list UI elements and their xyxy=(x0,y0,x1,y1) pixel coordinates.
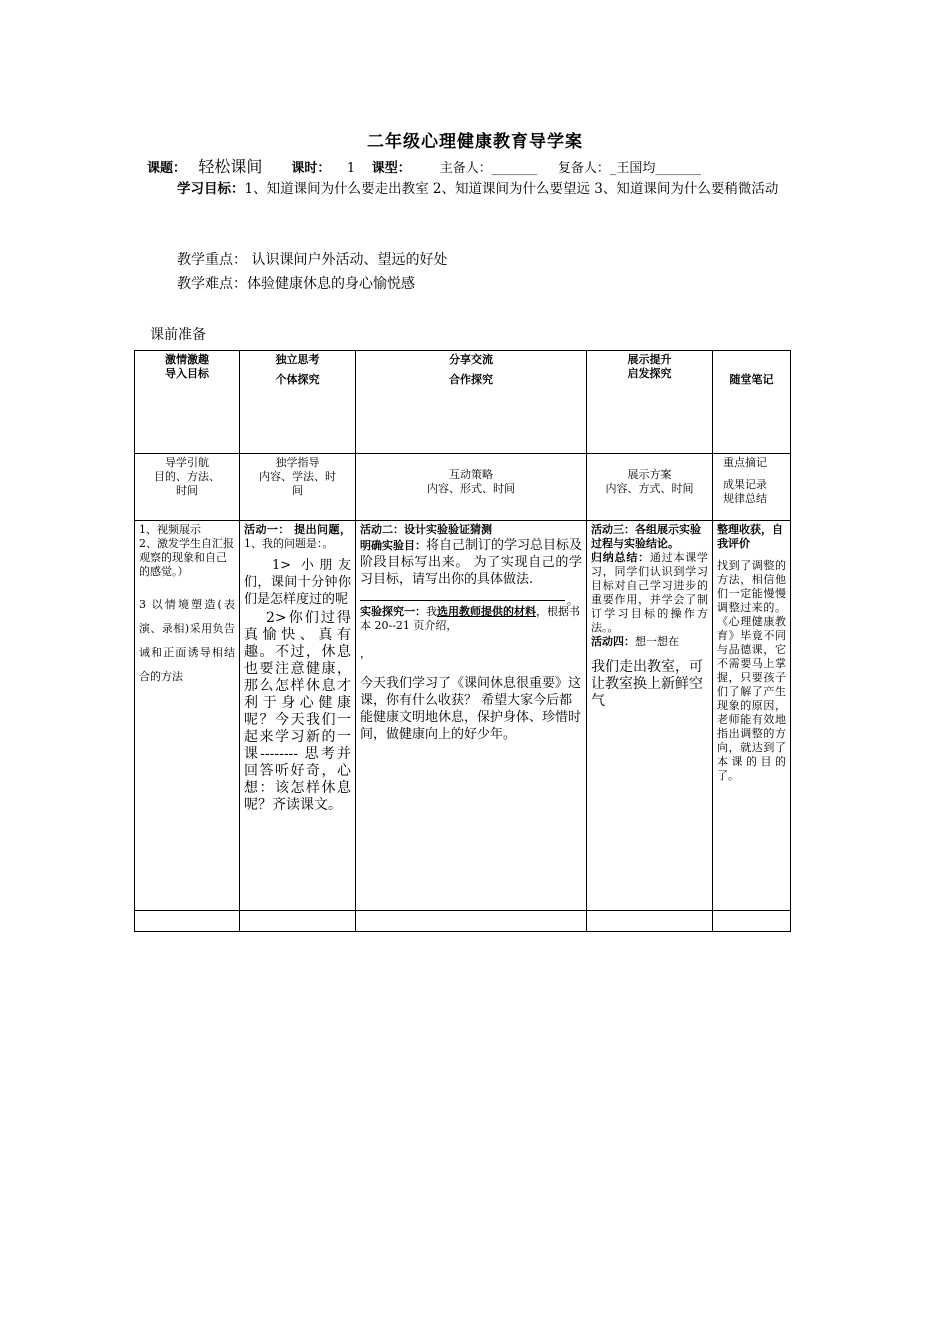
subheader-cell: 导学引航 目的、方法、 时间 xyxy=(135,454,240,521)
subheader-cell: 重点摘记 成果记录 规律总结 xyxy=(713,454,791,521)
hours-value: 1 xyxy=(346,161,356,176)
topic-label: 课题： xyxy=(147,161,187,176)
subheader-row xyxy=(135,454,791,521)
learning-goals xyxy=(147,177,817,201)
subheader-cell: 独学指导 内容、学法、时 间 xyxy=(240,454,356,521)
content-cell-intro: 1、视频展示 2、激发学生自汇报观察的现象和自己的感觉。） 3 以情境塑造(表演、录相)采用负告诫和正面诱导相结合的方法 xyxy=(135,521,240,911)
key-point: 教学重点： 认识课间户外活动、望远的好处 xyxy=(177,252,448,268)
content-row xyxy=(135,521,791,911)
difficulty-point: 教学难点：体验健康休息的身心愉悦感 xyxy=(177,276,415,292)
header-cell: 激情激趣 导入目标 xyxy=(135,351,240,454)
lesson-meta xyxy=(147,154,701,177)
answer-line xyxy=(360,594,565,601)
page-title: 二年级心理健康教育导学案 xyxy=(367,132,583,152)
header-cell: 独立思考 个体探究 xyxy=(240,351,356,454)
lesson-table xyxy=(134,350,791,932)
header-row xyxy=(135,351,791,454)
content-cell-cooperative: 活动二：设计实验验证猜测 明确实验目：将自己制订的学习总目标及阶段目标写出来。 为了实现自己的学习目标，请写出你的具体做法. 。 实验探究一：我选用教师提供的材料，根据书本 20--21 页介绍， ， 今天我们学习了《课间休息很重要》这课，你有什么收获？ 希望大家今后都能健康文明地休息，保护身体、珍惜时间，做健康向上的好少年。 xyxy=(356,521,587,911)
hours-label: 课时： xyxy=(291,161,331,176)
header-cell: 随堂笔记 xyxy=(713,351,791,454)
content-cell-notes: 整理收获，自我评价 找到了调整的方法，相信他们一定能慢慢调整过来的。《心理健康教育》毕竟不同与品德课，它不需要马上掌握，只要孩子们了解了产生现象的原因，老师能有效地指出调整的方向，就达到了本课的目的了。 xyxy=(713,521,791,911)
header-cell: 分享交流 合作探究 xyxy=(356,351,587,454)
subheader-cell: 展示方案 内容、方式、时间 xyxy=(587,454,713,521)
subheader-cell: 互动策略 内容、形式、时间 xyxy=(356,454,587,521)
goals-label: 学习目标： xyxy=(177,181,245,197)
content-cell-independent: 活动一： 提出问题，1、我的问题是：。 1> 小朋友们，课间十分钟你们是怎样度过的呢 2>你们过得真愉快、真有趣。不过，休息也要注意健康，那么怎样休息才利于身心健康呢？今天我们一起来学习新的一课-------- 思考并回答听好奇，心想：该怎样休息呢？齐读课文。 xyxy=(240,521,356,911)
content-cell-showcase: 活动三：各组展示实验过程与实验结论。 归纳总结：通过本课学习，同学们认识到学习目标对自己学习进步的重要作用，并学会了制订学习目标的操作方法。。 活动四：想一想在 我们走出教室，可让教室换上新鲜空气 xyxy=(587,521,713,911)
topic-value: 轻松课间 xyxy=(198,157,263,176)
preparer: 主备人：_______ xyxy=(439,161,538,176)
empty-row xyxy=(135,911,791,932)
reviewer: 复备人：_王国均_______ xyxy=(557,161,701,176)
preparation-label: 课前准备 xyxy=(150,327,206,343)
goals-text: 1、知道课间为什么要走出教室 2、知道课间为什么要望远 3、知道课间为什么要稍微活动 xyxy=(244,181,779,197)
type-label: 课型： xyxy=(371,161,411,176)
header-cell: 展示提升 启发探究 xyxy=(587,351,713,454)
